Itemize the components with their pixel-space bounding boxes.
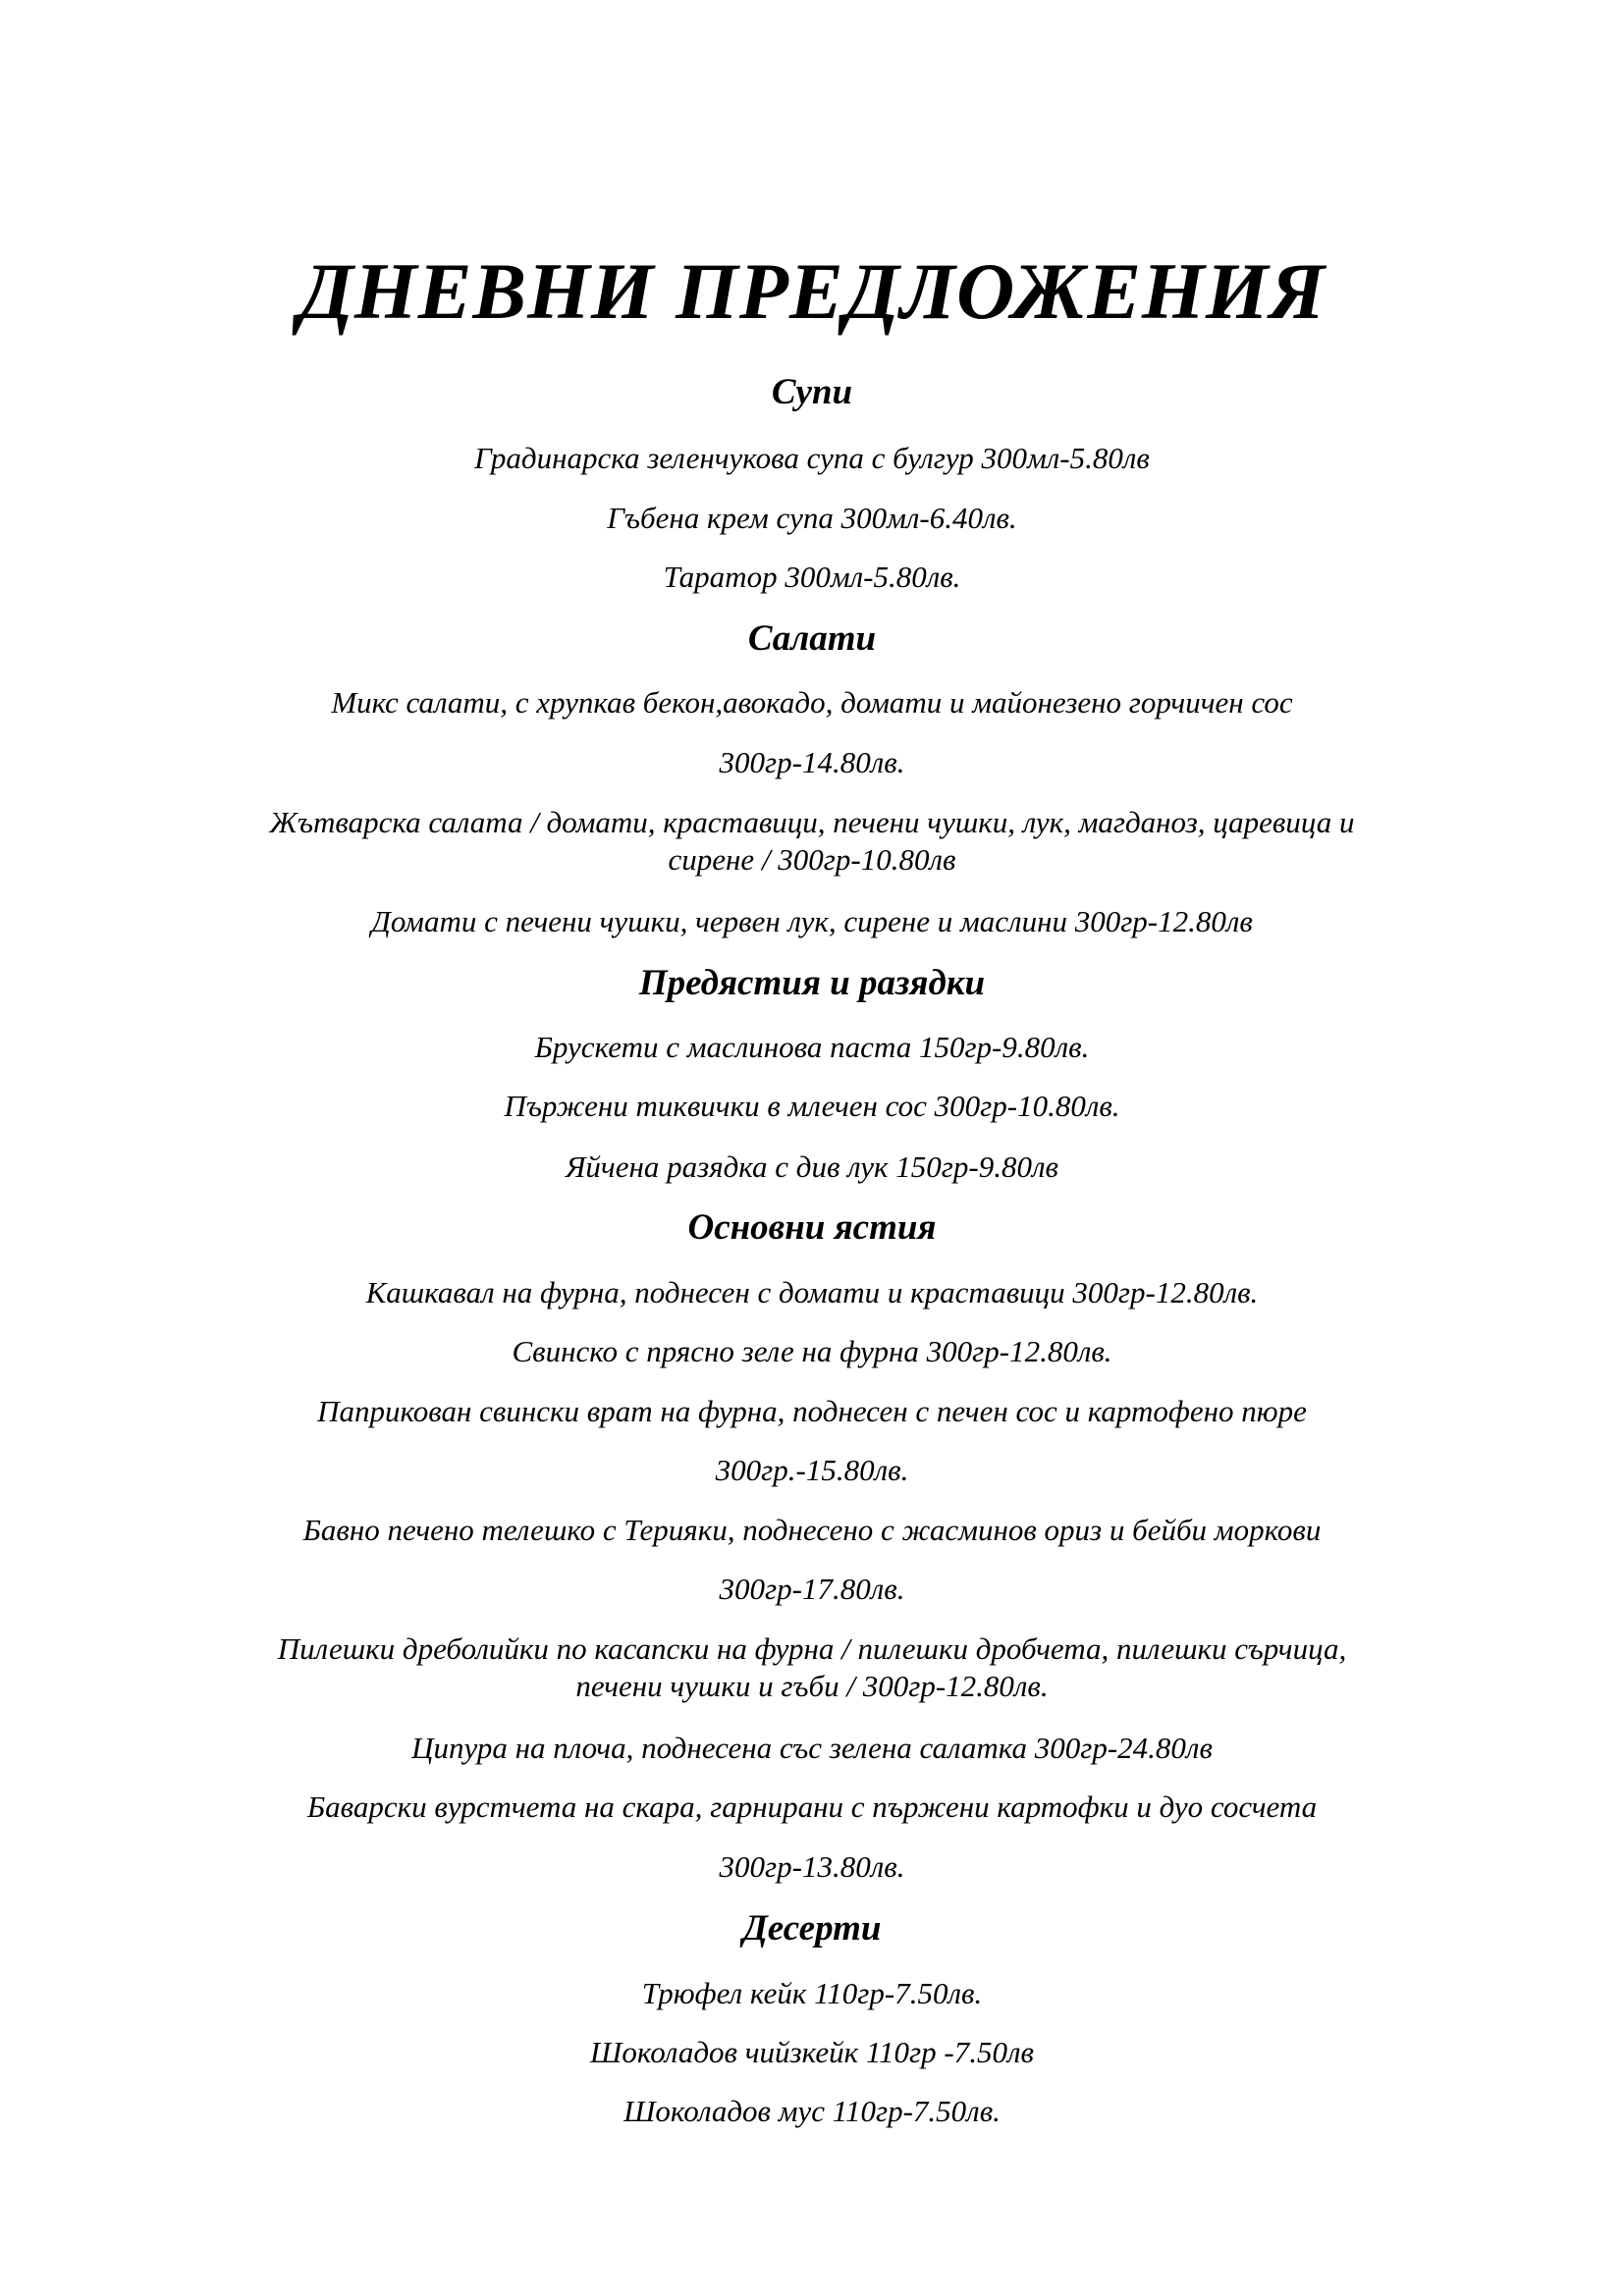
section-heading-salads: Салати: [747, 618, 877, 659]
section-heading-mains: Основни ястия: [687, 1207, 937, 1248]
section-heading-desserts: Десерти: [742, 1908, 882, 1949]
menu-item-continued: 300гр-13.80лв.: [719, 1849, 905, 1884]
menu-item: Домати с печени чушки, червен лук, сирене и маслини 300гр-12.80лв: [371, 904, 1253, 938]
menu-item: Микс салати, с хрупкав бекон,авокадо, домати и майонезено горчичен сос: [331, 685, 1293, 720]
menu-item: Яйчена разядка с див лук 150гр-9.80лв: [566, 1149, 1058, 1184]
menu-item: Таратор 300мл-5.80лв.: [663, 560, 961, 594]
menu-item: Бавно печено телешко с Терияки, поднесено с жасминов ориз и бейби моркови: [302, 1513, 1322, 1547]
section-heading-soups: Супи: [771, 372, 853, 412]
menu-item-continued: 300гр-17.80лв.: [719, 1572, 905, 1606]
menu-item: Паприкован свински врат на фурна, поднесен с печен сос и картофено пюре: [317, 1394, 1307, 1428]
menu-item: Трюфел кейк 110гр-7.50лв.: [641, 1976, 983, 2010]
menu-item: Жътварска салата / домати, краставици, печени чушки, лук, магданоз, царевица и: [269, 805, 1355, 839]
menu-item-continued: печени чушки и гъби / 300гр-12.80лв.: [575, 1669, 1049, 1703]
page-title: ДНЕВНИ ПРЕДЛОЖЕНИЯ: [298, 246, 1326, 336]
menu-item: Гъбена крем супа 300мл-6.40лв.: [607, 501, 1017, 535]
menu-item: Шоколадов мус 110гр-7.50лв.: [623, 2094, 1001, 2128]
menu-item-continued: 300гр.-15.80лв.: [715, 1453, 909, 1487]
menu-item: Баварски вурстчета на скара, гарнирани с пържени картофки и дуо сосчета: [306, 1789, 1318, 1824]
menu-item: Шоколадов чийзкейк 110гр -7.50лв: [590, 2035, 1034, 2069]
menu-item: Пържени тиквички в млечен сос 300гр-10.80лв.: [504, 1089, 1120, 1123]
menu-item: Свинско с прясно зеле на фурна 300гр-12.80лв.: [512, 1334, 1112, 1368]
section-heading-starters: Предястия и разядки: [638, 963, 986, 1003]
menu-item: Брускети с маслинова паста 150гр-9.80лв.: [534, 1030, 1090, 1064]
menu-item: Ципура на плоча, поднесена със зелена салатка 300гр-24.80лв: [411, 1731, 1213, 1765]
menu-item: Кашкавал на фурна, поднесен с домати и краставици 300гр-12.80лв.: [365, 1275, 1259, 1309]
menu-item: Градинарска зеленчукова супа с булгур 300мл-5.80лв: [474, 441, 1150, 475]
menu-item-continued: сирене / 300гр-10.80лв: [668, 842, 956, 877]
menu-item: Пилешки дреболийки по касапски на фурна / пилешки дробчета, пилешки сърчица,: [277, 1631, 1347, 1666]
menu-item: 300гр-14.80лв.: [719, 745, 905, 779]
